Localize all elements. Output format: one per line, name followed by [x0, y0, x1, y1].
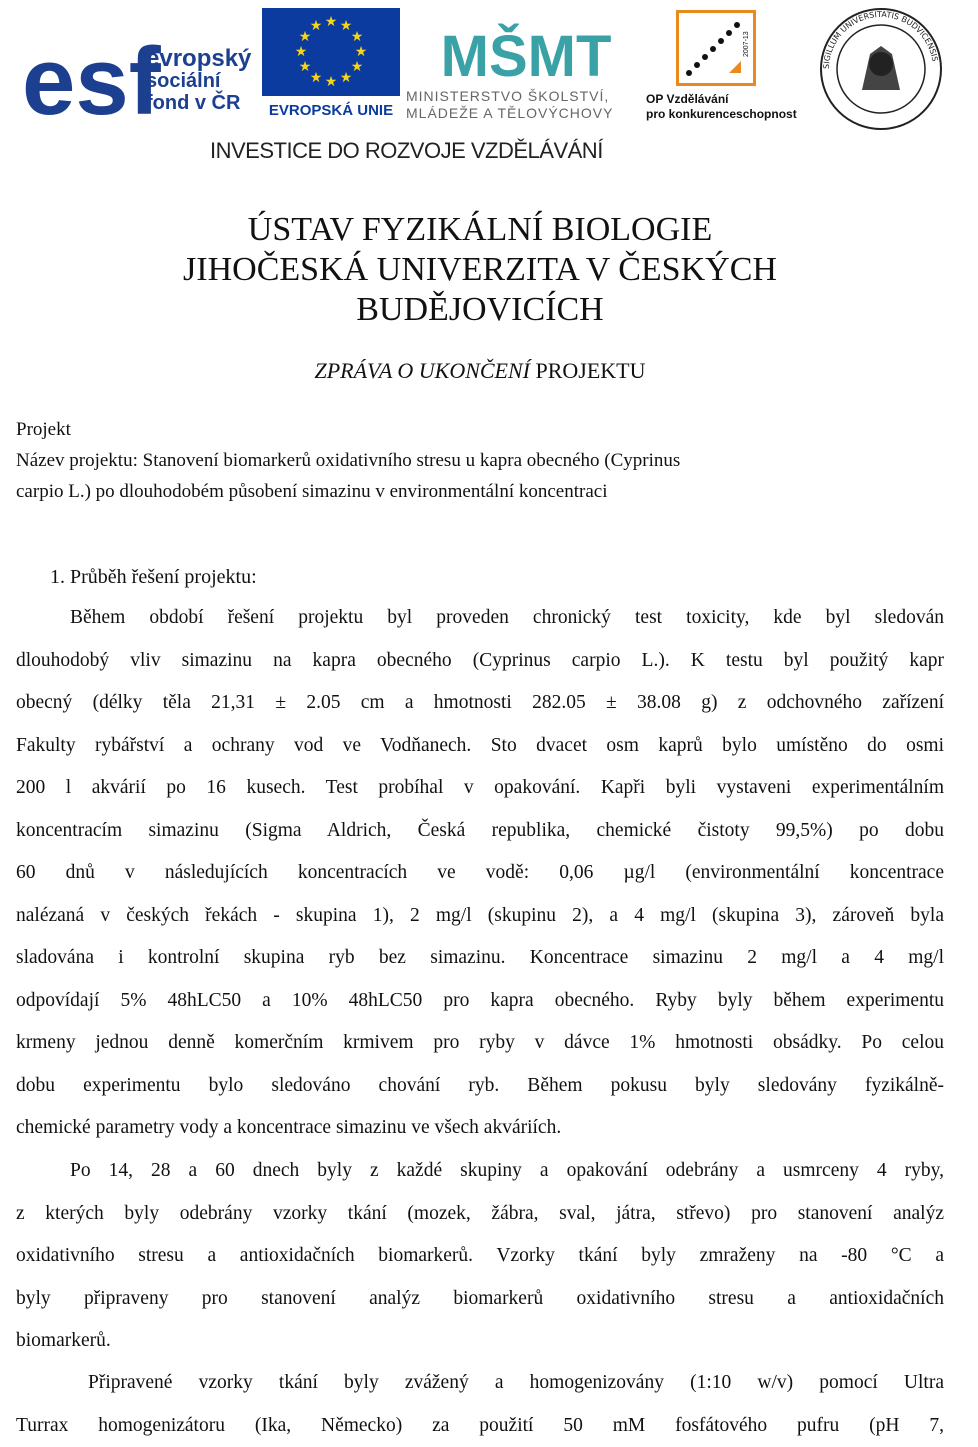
section-heading: 1. Průběh řešení projektu: — [50, 562, 978, 593]
svg-text:★: ★ — [351, 29, 364, 45]
subtitle-normal: PROJEKTU — [530, 358, 646, 383]
msmt-logo-mark — [466, 8, 586, 84]
paragraph-2-line: byly připraveny pro stanovení analýz biomarkerů oxidativního stresu a antioxidačních — [16, 1278, 944, 1321]
op-logo — [646, 10, 806, 125]
svg-text:★: ★ — [340, 18, 353, 34]
op-years: 2007-13 — [743, 31, 750, 57]
esf-line1: evropský — [146, 48, 251, 70]
eu-stars-icon — [262, 8, 400, 96]
paragraph-1-line: 60 dnů v následujících koncentracích ve vodě: 0,06 µg/l (environmentální koncentrace — [16, 852, 944, 895]
paragraph-1-line: dobu experimentu bylo sledováno chování ryb. Během pokusu byly sledovány fyzikálně- — [16, 1065, 944, 1108]
logo-header — [0, 0, 960, 170]
op-logo-mark — [679, 13, 753, 83]
paragraph-1-line: nalézaná v českých řekách - skupina 1), 2 mg/l (skupinu 2), a 4 mg/l (skupina 3), zároveň byla — [16, 895, 944, 938]
paragraph-1-line: chemické parametry vody a koncentrace simazinu ve všech akváriích. — [16, 1107, 944, 1150]
paragraph-1-line: odpovídají 5% 48hLC50 a 10% 48hLC50 pro kapra obecného. Ryby byly během experimentu — [16, 980, 944, 1023]
report-subtitle — [0, 358, 960, 384]
paragraph-2-line: z kterých byly odebrány vzorky tkání (mozek, žábra, sval, játra, střevo) pro stanovení analýz — [16, 1193, 944, 1236]
svg-text:★: ★ — [325, 74, 338, 90]
project-name-text: Stanovení biomarkerů oxidativního stresu u kapra obecného (Cyprinus — [143, 450, 681, 471]
paragraph-1-line: Během období řešení projektu byl proveden chronický test toxicity, kde byl sledován — [16, 597, 944, 640]
msmt-logo-letters: MŠMT — [441, 24, 612, 89]
msmt-logo — [406, 8, 642, 123]
paragraph-1-line: obecný (délky těla 21,31 ± 2.05 cm a hmotnosti 282.05 ± 38.08 g) z odchovného zařízení — [16, 682, 944, 725]
op-logo-text — [646, 92, 806, 122]
paragraph-1 — [16, 597, 944, 1150]
svg-text:★: ★ — [299, 29, 312, 45]
paragraph-1-line: sladována i kontrolní skupina ryb bez simazinu. Koncentrace simazinu 2 mg/l a 4 mg/l — [16, 937, 944, 980]
university-title-line1: JIHOČESKÁ UNIVERZITA V ČESKÝCH — [0, 250, 960, 290]
seal-legend: SIGILLUM UNIVERSITATIS BUDVICENSIS — [822, 10, 940, 69]
svg-text:★: ★ — [325, 14, 338, 30]
msmt-line1: MINISTERSTVO ŠKOLSTVÍ, — [406, 88, 642, 105]
op-arrow-icon — [729, 61, 741, 73]
eu-label: EVROPSKÁ UNIE — [262, 102, 400, 119]
eu-logo — [262, 8, 400, 123]
svg-text:★: ★ — [310, 18, 323, 34]
esf-logo-text — [146, 48, 251, 114]
svg-text:★: ★ — [340, 70, 353, 86]
project-name-label: Název projektu: — [16, 450, 143, 471]
svg-text:★: ★ — [310, 70, 323, 86]
paragraph-2-line: Po 14, 28 a 60 dnech byly z každé skupiny a opakování odebrány a usmrceny 4 ryby, — [16, 1150, 944, 1193]
msmt-logo-text — [406, 88, 642, 122]
op-logo-box — [676, 10, 756, 86]
paragraph-2-line: oxidativního stresu a antioxidačních biomarkerů. Vzorky tkání byly zmraženy na -80 °C a — [16, 1235, 944, 1278]
project-name-line1 — [16, 445, 944, 476]
subtitle-italic: ZPRÁVA O UKONČENÍ — [314, 358, 530, 383]
paragraph-1-line: 200 l akvárií po 16 kusech. Test probíhal v opakování. Kapři byli vystaveni experimentálním — [16, 767, 944, 810]
svg-text:★: ★ — [299, 59, 312, 75]
university-seal-icon — [818, 6, 944, 132]
paragraph-3-line: Turrax homogenizátoru (Ika, Německo) za použití 50 mM fosfátového pufru (pH 7, — [16, 1405, 944, 1447]
paragraph-2-line: biomarkerů. — [16, 1320, 944, 1363]
institute-title: ÚSTAV FYZIKÁLNÍ BIOLOGIE — [0, 210, 960, 250]
eu-flag — [262, 8, 400, 96]
op-line2: pro konkurenceschopnost — [646, 107, 806, 122]
paragraph-1-line: Fakulty rybářství a ochrany vod ve Vodňanech. Sto dvacet osm kaprů bylo umístěno do osmi — [16, 725, 944, 768]
esf-logo-letters: esf — [22, 28, 162, 135]
svg-text:★: ★ — [351, 59, 364, 75]
esf-line3: fond v ČR — [146, 92, 251, 114]
paragraph-1-line: koncentracím simazinu (Sigma Aldrich, Česká republika, chemické čistoty 99,5%) po dobu — [16, 810, 944, 853]
msmt-line2: MLÁDEŽE A TĚLOVÝCHOVY — [406, 105, 642, 122]
paragraph-1-line: krmeny jednou denně komerčním krmivem pro ryby v dávce 1% hmotnosti obsádky. Po celou — [16, 1022, 944, 1065]
op-line1: OP Vzdělávání — [646, 92, 806, 107]
paragraph-2 — [16, 1150, 944, 1363]
esf-logo-mark — [22, 28, 140, 124]
esf-line2: sociální — [146, 70, 251, 92]
project-heading: Projekt — [16, 414, 944, 445]
investice-tagline: INVESTICE DO ROZVOJE VZDĚLÁVÁNÍ — [210, 138, 603, 164]
paragraph-1-line: dlouhodobý vliv simazinu na kapra obecného (Cyprinus carpio L.). K testu byl použitý kapr — [16, 640, 944, 683]
paragraph-3-line: Připravené vzorky tkání byly zvážený a homogenizovány (1:10 w/v) pomocí Ultra — [16, 1362, 944, 1405]
svg-text:★: ★ — [295, 44, 308, 60]
university-title-line2: BUDĚJOVICÍCH — [0, 290, 960, 330]
paragraph-3 — [16, 1362, 944, 1447]
esf-logo — [22, 28, 262, 128]
svg-text:★: ★ — [355, 44, 368, 60]
project-name-line2: carpio L.) po dlouhodobém působení simazinu v environmentální koncentraci — [16, 476, 944, 507]
